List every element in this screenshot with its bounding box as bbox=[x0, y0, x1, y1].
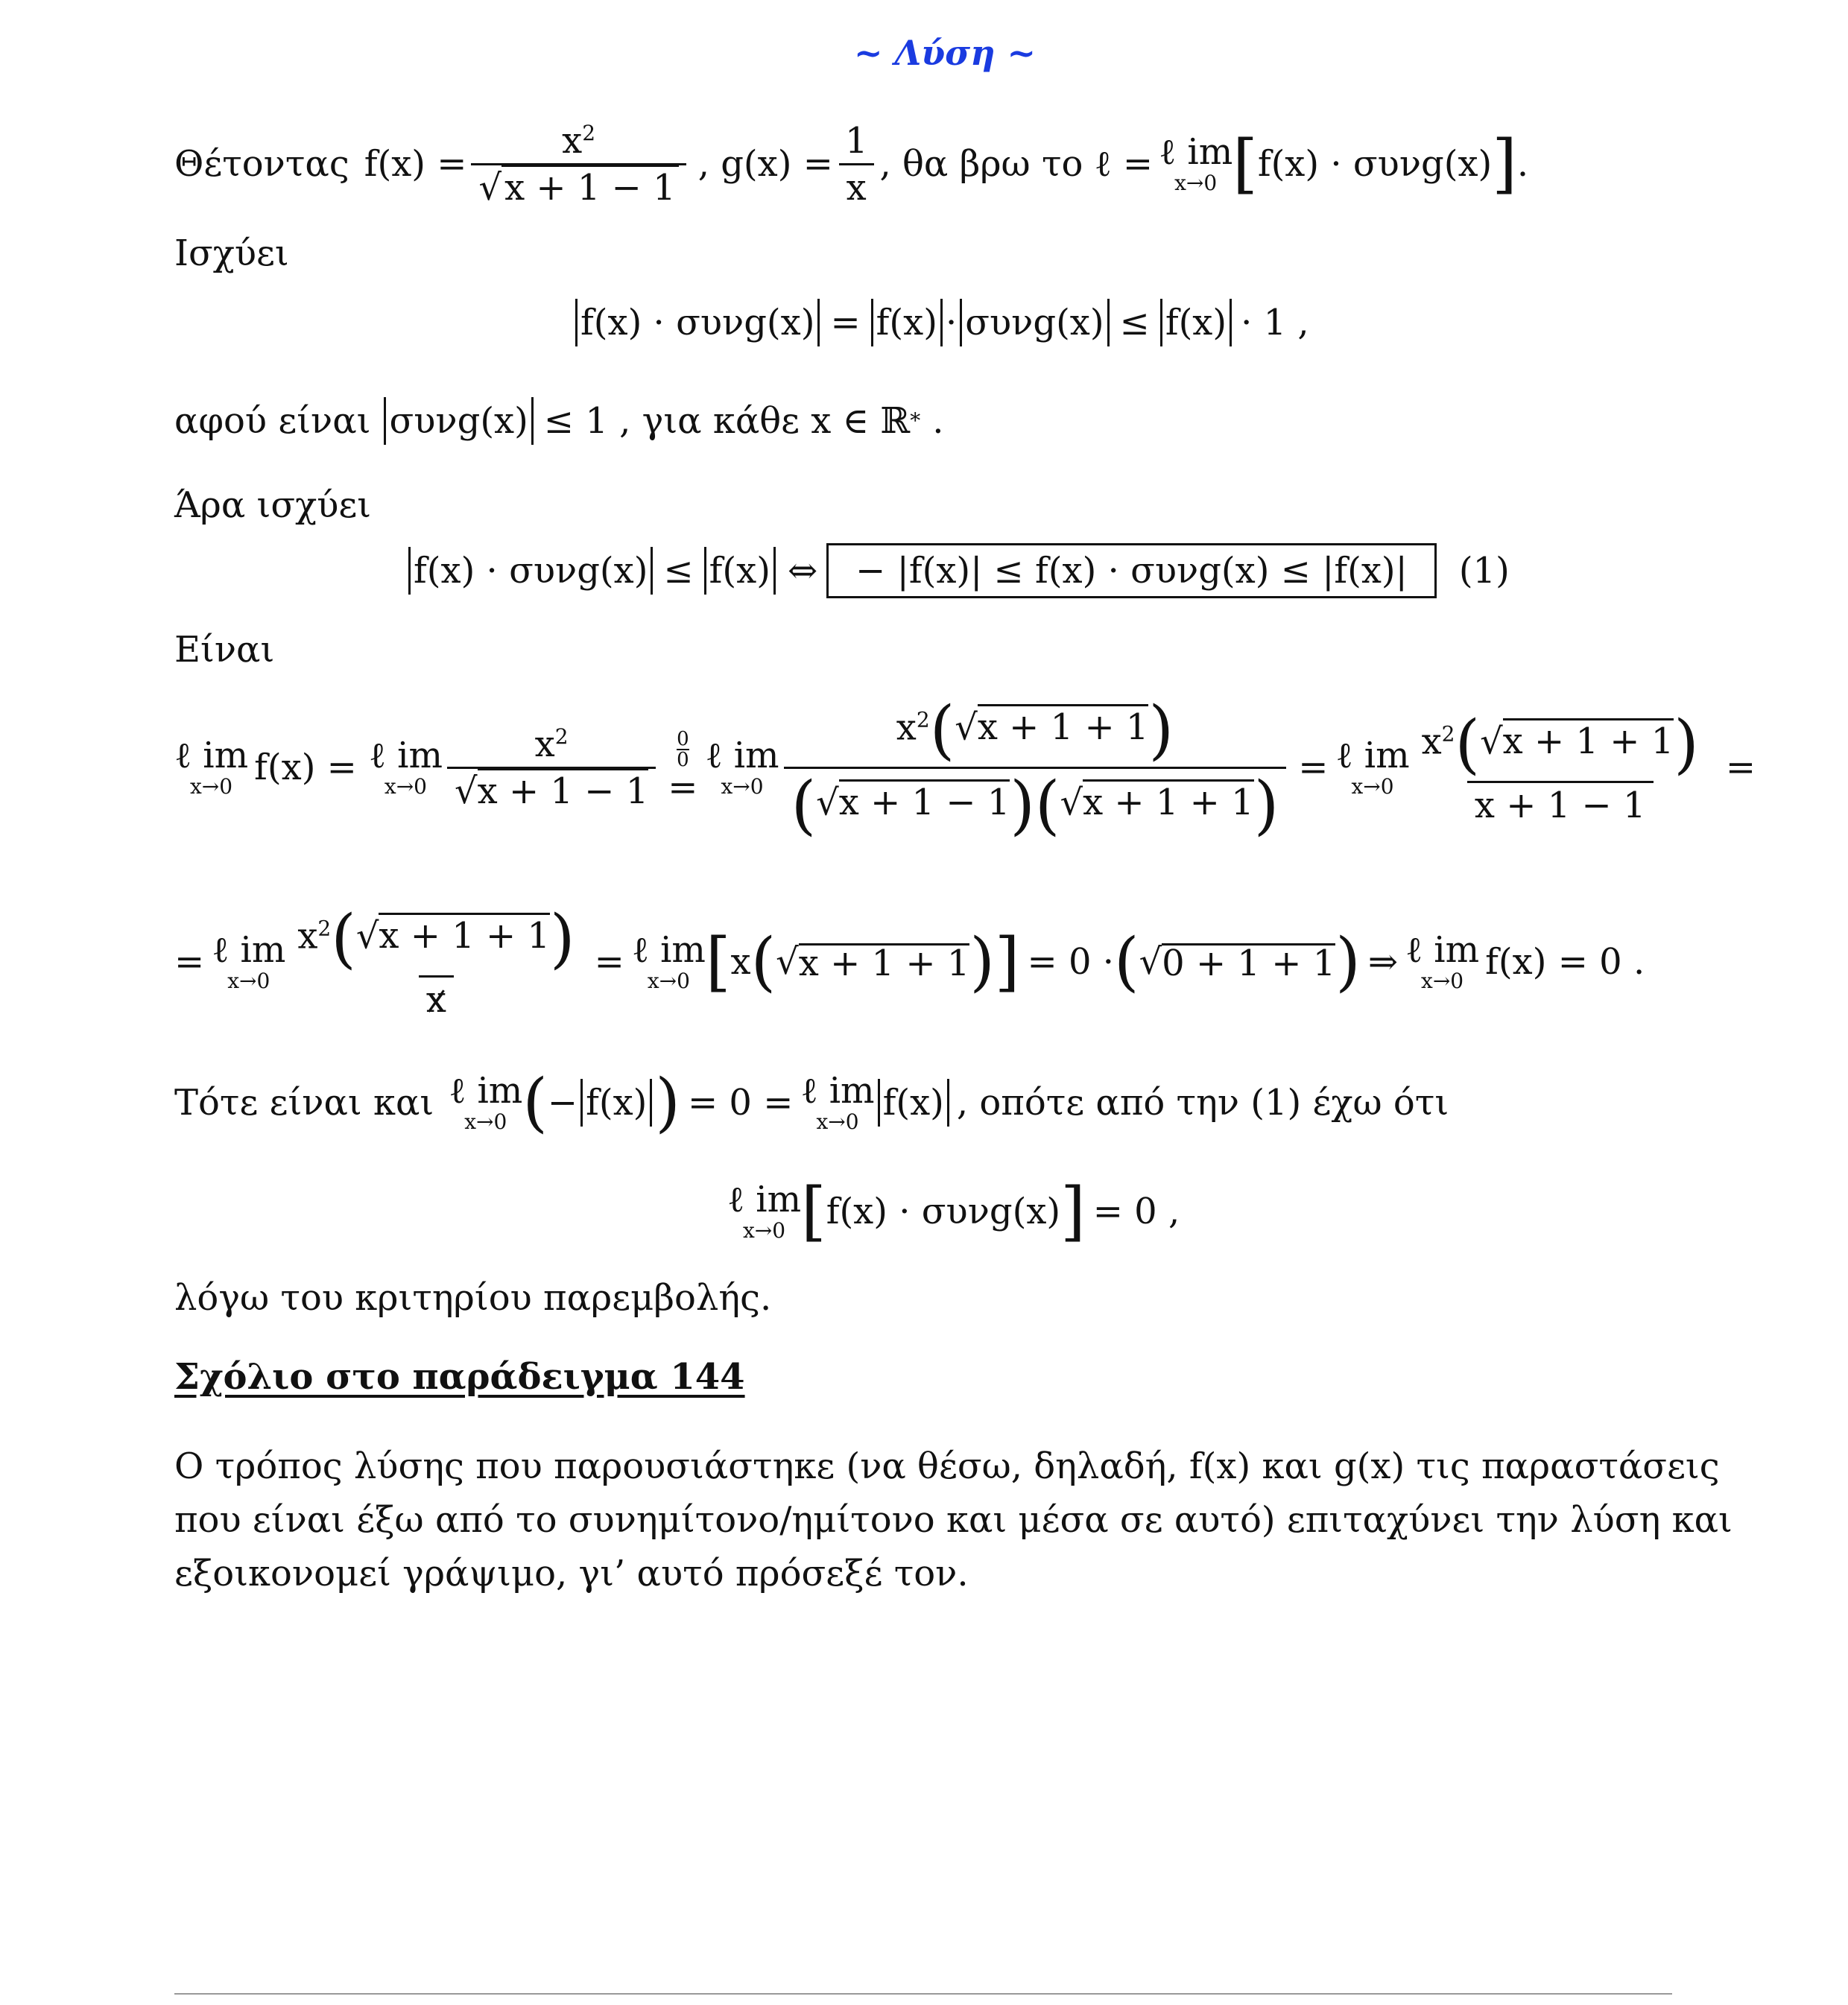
lim-label: ℓ im bbox=[1159, 131, 1233, 173]
frac1-num: x bbox=[534, 723, 555, 765]
limit-chain-1 bbox=[174, 685, 1756, 849]
bracket-inner: x + 1 + 1 bbox=[798, 942, 970, 984]
zero-over-zero: 0 0 = bbox=[668, 728, 698, 808]
afou-text: αφού είναι bbox=[174, 400, 371, 442]
lim-sub-9: x→0 bbox=[816, 1109, 859, 1134]
comment-paragraph bbox=[174, 1439, 1732, 1600]
eval-inner: 0 + 1 + 1 bbox=[1162, 942, 1336, 984]
lim-label-2: ℓ im bbox=[368, 735, 443, 776]
g-definition: , g(x) = bbox=[697, 143, 833, 185]
abs-term-c: συνg(x) bbox=[965, 302, 1104, 343]
lim-label-7: ℓ im bbox=[1405, 929, 1480, 971]
lim-label-5: ℓ im bbox=[212, 929, 286, 971]
g-denominator: x bbox=[839, 163, 874, 206]
tote-line: Τότε είναι και ℓ im x→0 ( − f(x) ) = 0 = ℓ im x→0 f(x) , οπότε από την (1) έχω ότι bbox=[174, 1065, 1449, 1140]
tote-fx-2: f(x) bbox=[882, 1082, 944, 1124]
final-result: f(x) = 0 . bbox=[1485, 941, 1645, 983]
final-limit: ℓ im x→0 [ f(x) · συνg(x) ] = 0 , bbox=[727, 1174, 1180, 1249]
lim-label-10: ℓ im bbox=[727, 1179, 802, 1220]
isxyei-label: Ισχύει bbox=[174, 232, 289, 274]
lim-op-8 bbox=[449, 1070, 523, 1134]
lim-sub-10: x→0 bbox=[743, 1218, 786, 1243]
abs-term-b: f(x) bbox=[876, 302, 937, 343]
lim-label-1: ℓ im bbox=[174, 735, 249, 776]
lim-fx: f(x) = bbox=[254, 747, 357, 788]
frac2-den-b: x + 1 + 1 bbox=[1083, 779, 1254, 823]
lim-op-4 bbox=[1335, 735, 1410, 799]
lim-op-9 bbox=[800, 1070, 875, 1134]
final-eq: = 0 , bbox=[1092, 1191, 1180, 1232]
eq-sign-1: = bbox=[1298, 747, 1329, 788]
f-numerator: x bbox=[562, 119, 583, 162]
limit-operator bbox=[1159, 131, 1233, 195]
boxed-equation bbox=[405, 533, 1510, 608]
lim-label-6: ℓ im bbox=[631, 929, 706, 971]
eq-sign-2: = bbox=[1725, 747, 1756, 788]
equation-tag: (1) bbox=[1458, 550, 1510, 592]
tote-mid: = 0 = bbox=[687, 1082, 794, 1124]
lim-op-6 bbox=[631, 929, 706, 993]
g-fraction bbox=[838, 119, 876, 209]
frac3-num: x + 1 + 1 bbox=[1503, 718, 1674, 762]
lim-label-9: ℓ im bbox=[800, 1070, 875, 1112]
afou-abs: συνg(x) bbox=[389, 400, 528, 442]
afou-line bbox=[174, 387, 944, 454]
lim-sub-2: x→0 bbox=[384, 774, 427, 799]
limit-chain-2: = ℓ im x→0 $\frac{x^2(√x + 1 + 1)}{x}$ = ℓ im x→0 [ x ( √ x + 1 + 1 )] = 0 · ( √ 0 + 1 + 1 ) ⇒ ℓ im x→0 f(x) = 0 . bbox=[174, 901, 1645, 1021]
frac4-num: x + 1 + 1 bbox=[379, 913, 550, 957]
lim-sub-1: x→0 bbox=[190, 774, 233, 799]
boxed-fx: f(x) bbox=[709, 550, 770, 592]
lim-sub-8: x→0 bbox=[464, 1109, 507, 1134]
period: . bbox=[1516, 143, 1529, 185]
abs-term-a: f(x) · συνg(x) bbox=[580, 302, 815, 343]
exponent: 2 bbox=[582, 120, 596, 145]
logo-label: λόγω του κριτηρίου παρεμβολής. bbox=[174, 1277, 772, 1319]
boxed-result: − |f(x)| ≤ f(x) · συνg(x) ≤ |f(x)| bbox=[826, 543, 1437, 598]
boxed-left: f(x) · συνg(x) bbox=[414, 550, 648, 592]
lim-frac-2: $\frac{x^2(√x + 1 + 1)}{(√x + 1 - 1)(√x + 1 + 1)}$ bbox=[784, 698, 1287, 837]
lim-frac-3: $\frac{x^2(√x + 1 + 1)}{x + 1 - 1}$ bbox=[1421, 706, 1699, 826]
lim-op-5 bbox=[212, 929, 286, 993]
implies-sign: ⇒ bbox=[1367, 941, 1399, 983]
lim-op-1 bbox=[174, 735, 249, 799]
abs-inequality: f(x) · συνg(x) = f(x) · συνg(x) ≤ f(x) · 1 , bbox=[572, 289, 1309, 356]
f-denominator: x + 1 − 1 bbox=[501, 165, 679, 209]
star-superscript: * bbox=[910, 408, 921, 433]
lim-op-2 bbox=[368, 735, 443, 799]
tote-rest: , οπότε από την (1) έχω ότι bbox=[956, 1082, 1449, 1124]
lim-op-7 bbox=[1405, 929, 1480, 993]
solution-title: ~ Λύση ~ bbox=[854, 33, 1037, 73]
bracket-x: x bbox=[730, 941, 751, 983]
lim-subscript: x→0 bbox=[1174, 171, 1218, 195]
paragraph-line-1: Ο τρόπος λύσης που παρουσιάστηκε (να θέσω, δηλαδή, f(x) και g(x) τις παραστάσεις bbox=[174, 1445, 1720, 1487]
frac2-num: x + 1 + 1 bbox=[978, 704, 1149, 748]
paragraph-line-2: που είναι έξω από το συνημίτονο/ημίτονο και μέσα σε αυτό) επιταχύνει την λύση και bbox=[174, 1499, 1732, 1541]
lim-sub-4: x→0 bbox=[1351, 774, 1394, 799]
prefix-text: Θέτοντας bbox=[174, 143, 349, 185]
lim-op-3 bbox=[705, 735, 779, 799]
le-sign: ≤ bbox=[663, 550, 694, 592]
lim-op-10 bbox=[727, 1179, 802, 1243]
zero-top: 0 bbox=[677, 728, 689, 750]
definition-line: Θέτοντας f(x) = $\frac{x^2}{√x + 1 - 1}$ , g(x) = $\frac{1}{x}$ , θα βρω το ℓ = ℓ im x→0 [ f(x) · συνg(x) ] . bbox=[174, 119, 1529, 209]
lim-label-8: ℓ im bbox=[449, 1070, 523, 1112]
abs-term-d: f(x) bbox=[1165, 302, 1227, 343]
abs-tail: · 1 , bbox=[1241, 302, 1309, 343]
frac4-den: x bbox=[425, 978, 446, 1021]
lim-frac-1: $\frac{x^2}{√x + 1 - 1}$ bbox=[447, 726, 656, 809]
tote-fx: f(x) bbox=[586, 1082, 648, 1124]
afou-rest: ≤ 1 , για κάθε x ∈ ℝ bbox=[543, 400, 911, 442]
lim-frac-4: $\frac{x^2(√x + 1 + 1)}{x}$ bbox=[297, 901, 575, 1021]
limit-expression: f(x) · συνg(x) bbox=[1257, 143, 1493, 185]
lim-sub-7: x→0 bbox=[1421, 969, 1464, 993]
f-definition: f(x) = bbox=[364, 143, 467, 185]
lim-sub-3: x→0 bbox=[721, 774, 764, 799]
afou-period: . bbox=[932, 400, 944, 442]
iff-sign: ⇔ bbox=[787, 550, 818, 592]
f-fraction: $\frac{x^2}{√x + 1 - 1}$ bbox=[471, 123, 686, 206]
final-expr: f(x) · συνg(x) bbox=[826, 1191, 1061, 1232]
tote-text: Τότε είναι και bbox=[174, 1082, 434, 1124]
frac1-den: x + 1 − 1 bbox=[478, 768, 649, 812]
paragraph-line-3: εξοικονομεί γράψιμο, γι’ αυτό πρόσεξέ τον. bbox=[174, 1553, 969, 1594]
frac3-den: x + 1 − 1 bbox=[1467, 781, 1654, 823]
footer-rule bbox=[174, 1993, 1672, 1995]
lim-sub-6: x→0 bbox=[647, 969, 690, 993]
g-numerator: 1 bbox=[844, 119, 868, 162]
lim-sub-5: x→0 bbox=[227, 969, 270, 993]
lim-label-4: ℓ im bbox=[1335, 735, 1410, 776]
lim-label-3: ℓ im bbox=[705, 735, 779, 776]
eval-text: = 0 · bbox=[1027, 941, 1114, 983]
frac2-den-a: x + 1 − 1 bbox=[839, 779, 1010, 823]
einai-label: Είναι bbox=[174, 629, 275, 671]
limit-intro: , θα βρω το ℓ = bbox=[879, 143, 1154, 185]
zero-bottom: 0 bbox=[677, 749, 689, 771]
ara-label: Άρα ισχύει bbox=[174, 484, 372, 526]
comment-heading: Σχόλιο στο παράδειγμα 144 bbox=[174, 1356, 745, 1398]
